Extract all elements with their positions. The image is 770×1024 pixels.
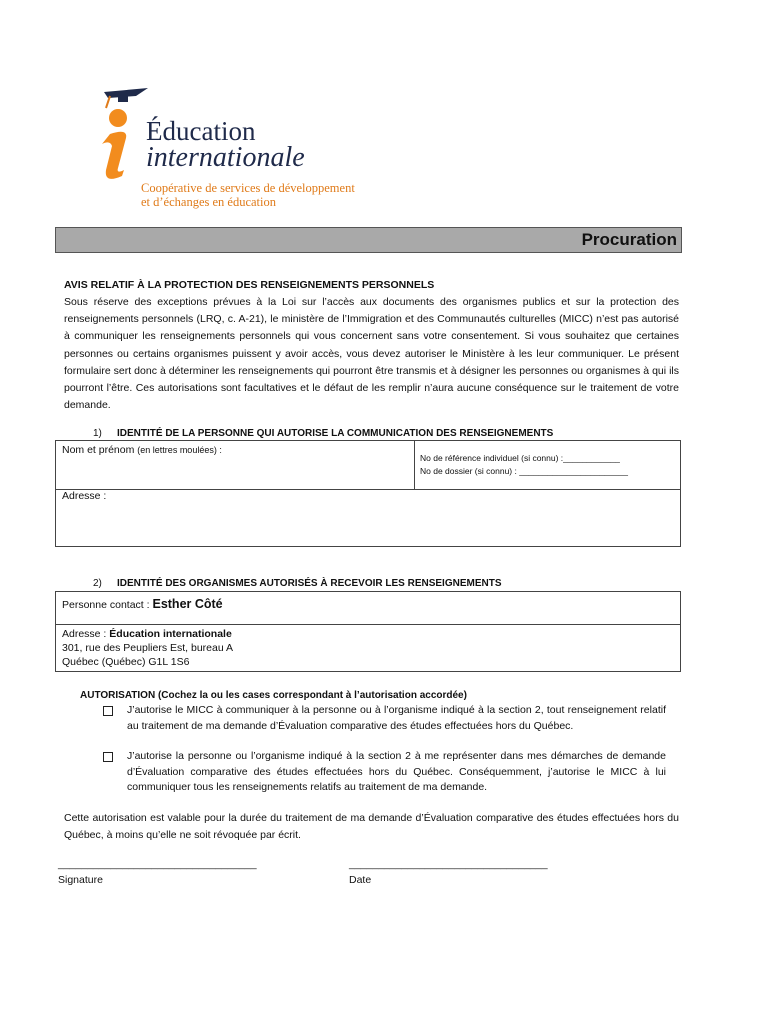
avis-paragraph: Sous réserve des exceptions prévues à la Loi sur l’accès aux documents des organismes publics et sur la protection des renseignements personnels (LRQ, c. A-21), le ministère de l’Immigration et des Communautés culturelles (MICC) n’est pas autorisé à communiquer les renseignements personnels qui vous concernent sans votre consentement. Si vous souhaitez que certaines personnes ou certains organismes puissent y avoir accès, vous devez autoriser le Ministère à les leur communiquer. Le présent formulaire sert donc à déterminer les renseignements qui pourront être transmis et à désigner les personnes ou organismes à qui ils pourront l’être. Ces autorisations sont facultatives et le défaut de les remplir n’aura aucune conséquence sur le traitement de votre demande.: [64, 296, 679, 412]
section2-form-box: [55, 591, 681, 672]
name-label: Nom et prénom: [62, 444, 135, 456]
address-field-1[interactable]: Adresse :: [62, 490, 107, 502]
contact-name: Esther Côté: [152, 597, 223, 611]
option-2-text: J’autorise la personne ou l’organisme indiqué à la section 2 à me représenter dans mes démarches de demande d’Évaluation comparative des études effectuées hors du Québec. Conséquemment, j’autorise le MICC à lui communiquer tous les renseignements relatifs au traitement de ma demande.: [127, 750, 666, 793]
address-line2: 301, rue des Peupliers Est, bureau A: [62, 642, 234, 654]
date-line[interactable]: __________________________________: [349, 858, 548, 870]
checkbox-option-1[interactable]: [103, 706, 113, 716]
section2-heading: [93, 578, 502, 589]
logo-tagline-2: et d’échanges en éducation: [141, 195, 277, 209]
section2-number: 2): [93, 578, 102, 589]
checkbox-option-2[interactable]: [103, 752, 113, 762]
signature-label: Signature: [58, 874, 103, 886]
autorisation-heading: AUTORISATION (Cochez la ou les cases correspondant à l’autorisation accordée): [80, 690, 467, 701]
section1-vertical-divider: [414, 441, 415, 489]
section1-title: IDENTITÉ DE LA PERSONNE QUI AUTORISE LA COMMUNICATION DES RENSEIGNEMENTS: [117, 428, 554, 439]
address-line3: Québec (Québec) G1L 1S6: [62, 656, 190, 668]
date-label: Date: [349, 874, 372, 886]
autorisation-option-2: [103, 749, 666, 796]
contact-label: Personne contact :: [62, 599, 150, 611]
address-field-2[interactable]: [62, 627, 233, 669]
validity-paragraph: Cette autorisation est valable pour la durée du traitement de ma demande d’Évaluation comparative des études effectuées hors du Québec, à moins qu’elle ne soit révoquée par écrit.: [64, 812, 679, 842]
contact-field[interactable]: [62, 597, 223, 611]
address-org: Éducation internationale: [109, 628, 232, 640]
logo-text-internationale: internationale: [146, 142, 305, 173]
option-1-text: J’autorise le MICC à communiquer à la personne ou à l’organisme indiqué à la section 2, tout renseignement relatif au traitement de ma demande d’Évaluation comparative des études effectuées hors du Québec.: [127, 704, 666, 732]
section1-form-box: [55, 440, 681, 547]
autorisation-option-1: [103, 703, 666, 734]
section1-heading: [93, 428, 553, 439]
section1-number: 1): [93, 428, 102, 439]
address-label-2: Adresse :: [62, 628, 107, 640]
dossier-number-field[interactable]: No de dossier (si connu) : _______________________: [420, 466, 628, 476]
section2-divider: [56, 624, 680, 625]
name-hint: (en lettres moulées) :: [137, 445, 222, 455]
logo-text-education: Éducation: [146, 116, 256, 146]
section2-title: IDENTITÉ DES ORGANISMES AUTORISÉS À RECEVOIR LES RENSEIGNEMENTS: [117, 578, 502, 589]
section1-divider: [56, 489, 680, 490]
reference-number-field[interactable]: No de référence individuel (si connu) :____________: [420, 453, 620, 463]
title-bar: [55, 227, 682, 253]
name-field[interactable]: [62, 444, 222, 456]
page-title: Procuration: [581, 230, 677, 249]
signature-line[interactable]: __________________________________: [58, 858, 257, 870]
logo-tagline-1: Coopérative de services de développement: [141, 181, 355, 195]
avis-heading: AVIS RELATIF À LA PROTECTION DES RENSEIGNEMENTS PERSONNELS: [64, 279, 435, 291]
